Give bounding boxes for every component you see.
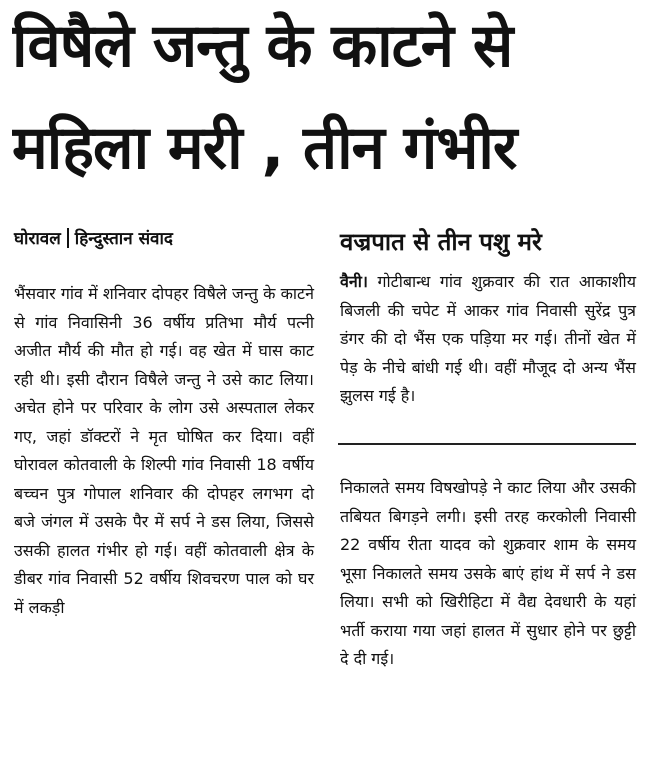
main-story-body: भैंसवार गांव में शनिवार दोपहर विषैले जन्तु के काटने से गांव निवासिनी 36 वर्षीय प्रतिभा मौर्य पत्नी अजीत मौर्य की मौत हो गई। वह खेत में घास काट रही थी। इसी दौरान विषैले जन्तु ने उसे काट लिया। अचेत होने पर परिवार के लोग उसे अस्पताल लेकर गए, जहां डॉक्टरों ने मृत घोषित कर दिया। वहीं घोरावल कोतवाली के शिल्पी गांव निवासी 18 वर्षीय बच्चन पुत्र गोपाल शनिवार की दोपहर लगभग दो बजे जंगल में उसके पैर में सर्प ने डस लिया, जिससे उसकी हालत गंभीर हो गई। वहीं कोतवाली क्षेत्र के डीबर गांव निवासी 52 वर्षीय शिवचरण पाल को घर में लकड़ी: [14, 284, 314, 617]
section-divider: [338, 443, 636, 445]
byline-separator: [67, 228, 69, 248]
side-story-body: गोटीबान्ध गांव शुक्रवार की रात आकाशीय बिजली की चपेट में आकर गांव निवासी सुरेंद्र पुत्र डंगर की दो भैंस एक पड़िया मर गई। तीनों खेत में पेड़ के नीचे बांधी गई थी। वहीं मौजूद दो अन्य भैंस झुलस गई है।: [340, 272, 636, 405]
headline-line-1: विषैले जन्तु के काटने से: [12, 11, 513, 81]
byline: [14, 226, 324, 252]
side-story-text: [340, 268, 636, 411]
main-story-continuation: निकालते समय विषखोपड़े ने काट लिया और उसकी तबियत बिगड़ने लगी। इसी तरह करकोली निवासी 22 वर्षीय रीता यादव को शुक्रवार शाम के समय भूसा निकालते समय उसके बाएं हांथ में सर्प ने डस लिया। सभी को खिरीहिटा में वैद्य देवधारी के यहां भर्ती कराया गया जहां हालत में सुधार होने पर छुट्टी दे दी गई।: [340, 478, 636, 668]
byline-location: घोरावल: [14, 229, 61, 249]
side-story-headline: वज्रपात से तीन पशु मरे: [340, 228, 542, 256]
byline-source: हिन्दुस्तान संवाद: [74, 229, 173, 249]
side-story-dateline: वैनी।: [340, 272, 368, 291]
headline-line-2: महिला मरी , तीन गंभीर: [12, 113, 517, 183]
